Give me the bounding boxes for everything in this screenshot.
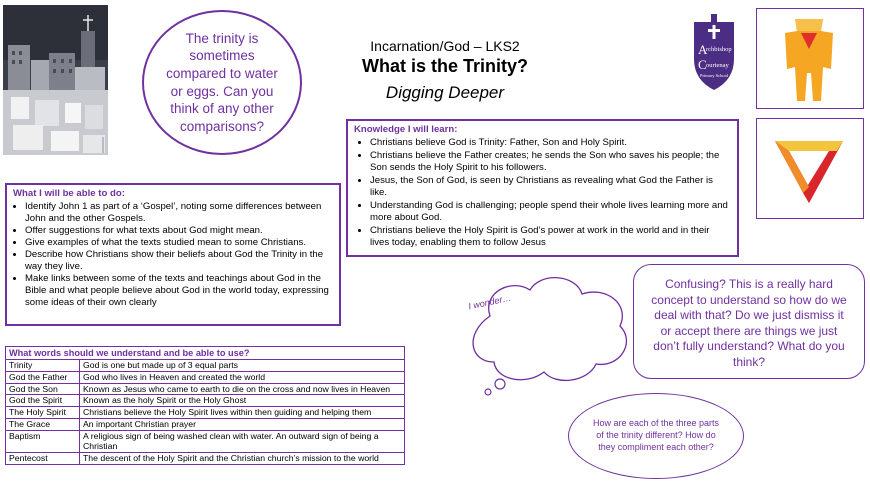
- trinity-parts-bubble: [568, 393, 744, 479]
- vocab-term: The Holy Spirit: [6, 407, 80, 419]
- school-logo: [684, 14, 744, 92]
- svg-text:rchbishop: rchbishop: [706, 46, 732, 53]
- knowledge-list: [354, 137, 731, 249]
- penrose-triangle-icon: [757, 119, 862, 217]
- impossible-triangle-image: [756, 118, 864, 219]
- vocab-definition: Known as the holy Spirit or the Holy Ghost: [80, 395, 405, 407]
- page-title: What is the Trinity?: [361, 56, 528, 76]
- city-scene-image: [3, 5, 108, 155]
- trinity-comparison-bubble: [142, 10, 302, 155]
- vocabulary-heading: What words should we understand and be able to use?: [5, 346, 405, 359]
- table-row: [6, 360, 405, 372]
- knowledge-heading: Knowledge I will learn:: [354, 124, 458, 135]
- vocabulary-table: [5, 346, 405, 465]
- vocab-term: Pentecost: [6, 453, 80, 465]
- vocab-definition: A religious sign of being washed clean with water. An outward sign of being a Christian: [80, 430, 405, 453]
- table-row: [6, 395, 405, 407]
- vocab-definition: Known as Jesus who came to earth to die on the cross and now lives in Heaven: [80, 383, 405, 395]
- table-row: [6, 407, 405, 419]
- vocab-term: God the Father: [6, 371, 80, 383]
- table-row: [6, 418, 405, 430]
- list-item: • Christians believe God is Trinity: Father, Son and Holy Spirit.: [370, 137, 731, 149]
- list-item: • Christians believe the Father creates; he sends the Son who saves his people; the Son sends the Holy Spirit to his followers.: [370, 150, 731, 175]
- list-item: • Understanding God is challenging; people spend their whole lives learning more and more about God.: [370, 200, 731, 225]
- able-to-do-box: [5, 183, 341, 326]
- trinity-comparison-text: The trinity is sometimes compared to water or eggs. Can you think of any other comparisons?: [166, 30, 278, 134]
- cross-figure-icon: [757, 9, 862, 107]
- vocab-grid: [5, 359, 405, 465]
- vocab-term: God the Son: [6, 383, 80, 395]
- table-row: [6, 383, 405, 395]
- trinity-parts-text: How are each of the three parts of the trinity different? How do they compliment each other?: [592, 418, 720, 452]
- vocab-term: God the Spirit: [6, 395, 80, 407]
- svg-text:Primary School: Primary School: [700, 73, 729, 78]
- vocab-term: The Grace: [6, 418, 80, 430]
- list-item: • Give examples of what the texts studied mean to some Christians.: [25, 237, 333, 249]
- table-row: [6, 430, 405, 453]
- confusing-text: Confusing? This is a really hard concept to understand so how do we deal with that? Do we just dismiss it or accept there are things we just don’t fully understand? What do you think?: [651, 277, 847, 369]
- school-crest-icon: [684, 14, 744, 92]
- page-tagline: Digging Deeper: [385, 83, 505, 102]
- list-item: • Identify John 1 as part of a ‘Gospel’, noting some differences between John and the other Gospels.: [25, 201, 333, 225]
- svg-text:C: C: [698, 57, 707, 72]
- vocab-definition: The descent of the Holy Spirit and the Christian church’s mission to the world: [80, 453, 405, 465]
- vocab-definition: God is one but made up of 3 equal parts: [80, 360, 405, 372]
- table-row: [6, 371, 405, 383]
- list-item: • Offer suggestions for what texts about God might mean.: [25, 225, 333, 237]
- confusing-discussion-box: [633, 264, 865, 379]
- wonder-text: I wonder…: [467, 292, 513, 312]
- vocab-term: Baptism: [6, 430, 80, 453]
- svg-text:ourtenay: ourtenay: [706, 62, 729, 69]
- able-list: [13, 201, 333, 309]
- list-item: • Jesus, the Son of God, is seen by Christians as revealing what God the Father is like.: [370, 175, 731, 200]
- vocab-definition: God who lives in Heaven and created the world: [80, 371, 405, 383]
- vocab-term: Trinity: [6, 360, 80, 372]
- knowledge-box: [346, 119, 739, 257]
- svg-text:A: A: [698, 42, 708, 57]
- list-item: • Christians believe the Holy Spirit is God’s power at work in the world and in their lives today, enabling them to follow Jesus: [370, 225, 731, 250]
- church-illustration: [3, 5, 108, 155]
- vocab-definition: Christians believe the Holy Spirit lives within then guiding and helping them: [80, 407, 405, 419]
- table-row: [6, 453, 405, 465]
- figure-trinity-artwork: [756, 8, 864, 109]
- able-heading: What I will be able to do:: [13, 188, 125, 199]
- list-item: • Make links between some of the texts and teachings about God in the Bible and what people believe about God in the world today, expressing some ideas of their own clearly: [25, 273, 333, 309]
- wonder-thought-cloud: [460, 268, 638, 396]
- vocab-definition: An important Christian prayer: [80, 418, 405, 430]
- unit-subtitle: Incarnation/God – LKS2: [370, 38, 520, 54]
- list-item: • Describe how Christians show their beliefs about God the Trinity in the way they live.: [25, 249, 333, 273]
